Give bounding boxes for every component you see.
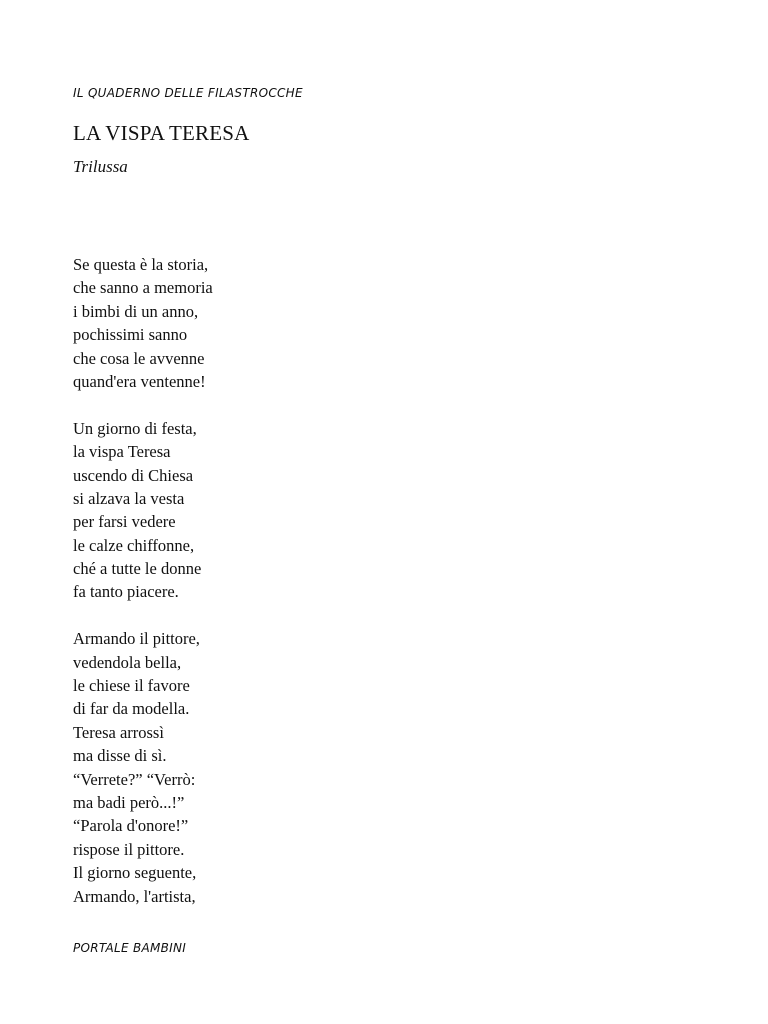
poem-line: la vispa Teresa xyxy=(73,442,171,462)
poem-line: ma badi però...!” xyxy=(73,792,185,812)
poem-line: Armando il pittore, xyxy=(73,629,200,649)
poem-line: di far da modella. xyxy=(73,699,190,719)
poem-title: LA VISPA TERESA xyxy=(73,121,250,145)
poem-line: Armando, l'artista, xyxy=(73,886,196,906)
poem-line: ché a tutte le donne xyxy=(73,559,202,579)
poem-line: fa tanto piacere. xyxy=(73,582,179,602)
poem-line: che cosa le avvenne xyxy=(73,348,205,368)
poem-line: quand'era ventenne! xyxy=(73,371,206,391)
running-footer: PORTALE BAMBINI xyxy=(73,941,187,955)
poem-line: rispose il pittore. xyxy=(73,839,185,859)
poem-line: vedendola bella, xyxy=(73,652,182,672)
poem-line: si alzava la vesta xyxy=(73,488,185,508)
poem-line: i bimbi di un anno, xyxy=(73,301,199,321)
poem-line: che sanno a memoria xyxy=(73,278,213,298)
poem-author: Trilussa xyxy=(73,157,128,176)
poem-line: Il giorno seguente, xyxy=(73,863,197,883)
poem-line: “Parola d'onore!” xyxy=(73,816,189,836)
poem-line: le chiese il favore xyxy=(73,676,190,696)
stanza-2 xyxy=(73,417,213,604)
poem-line: ma disse di sì. xyxy=(73,746,167,766)
poem-line: Se questa è la storia, xyxy=(73,255,209,274)
poem-line: uscendo di Chiesa xyxy=(73,465,194,485)
stanza-3 xyxy=(73,627,213,908)
poem-line: Teresa arrossì xyxy=(73,722,164,742)
poem-line: pochissimi sanno xyxy=(73,325,188,345)
poem-line: Un giorno di festa, xyxy=(73,418,197,438)
running-header: IL QUADERNO DELLE FILASTROCCHE xyxy=(73,86,303,100)
poem-line: per farsi vedere xyxy=(73,512,176,532)
stanza-1 xyxy=(73,253,213,393)
poem-line: le calze chiffonne, xyxy=(73,535,195,555)
poem-line: “Verrete?” “Verrò: xyxy=(73,769,196,789)
poem-body xyxy=(73,253,213,931)
